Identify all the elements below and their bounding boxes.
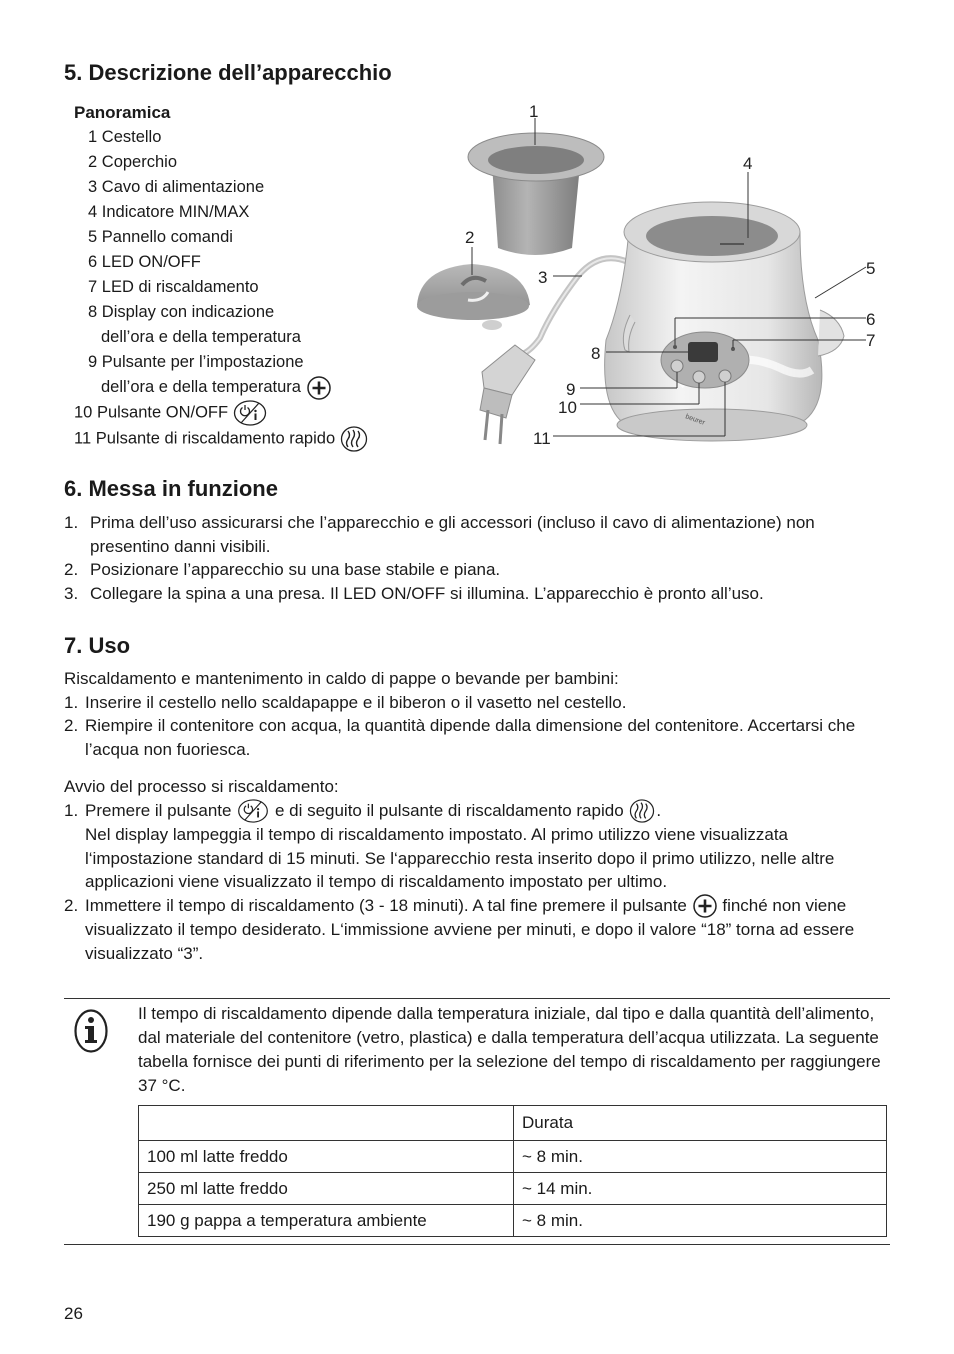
table-row bbox=[139, 1141, 887, 1173]
note-text: Il tempo di riscaldamento dipende dalla temperatura iniziale, dal tipo e dalla quantità dell’alimento, dal materiale del contenitore (vetro, plastica) e dalla temperatura dell’acqua utilizzata. La seguente tabella fornisce dei punti di riferimento per la selezione del tempo di riscaldamento per raggiungere 37 °C. bbox=[138, 1004, 881, 1095]
overview-item-2: 2 Coperchio bbox=[88, 153, 177, 171]
table-cell: ~ 8 min. bbox=[514, 1205, 887, 1237]
list-item: 2. Posizionare l’apparecchio su una base stabile e piana. bbox=[64, 560, 501, 579]
divider bbox=[64, 998, 890, 999]
table-row bbox=[139, 1173, 887, 1205]
rapid-heat-icon bbox=[340, 426, 368, 452]
callout-5: 5 bbox=[866, 259, 876, 278]
plus-icon bbox=[692, 894, 718, 918]
section-7-title: 7. Uso bbox=[64, 633, 131, 658]
overview-item-10: 10 Pulsante ON/OFF bbox=[74, 400, 368, 426]
table-cell: 250 ml latte freddo bbox=[139, 1173, 514, 1205]
step-1-detail: Nel display lampeggia il tempo di riscaldamento impostato. Al primo utilizzo viene visualizzata l‘impostazione standard di 15 minuti. Se l‘apparecchio resta inserito dopo il primo utilizzo, nelle altre applicazioni viene visualizzato il tempo di riscaldamento impostato per ultimo. bbox=[85, 825, 835, 892]
table-row bbox=[139, 1106, 887, 1141]
table-cell bbox=[139, 1106, 514, 1141]
section-5-title: 5. Descrizione dell’apparecchio bbox=[64, 60, 392, 85]
rapid-heat-icon bbox=[628, 799, 656, 823]
overview-item-7: 7 LED di riscaldamento bbox=[88, 278, 259, 296]
basket bbox=[468, 133, 604, 255]
start-heading: Avvio del processo si riscaldamento: bbox=[64, 777, 339, 796]
info-icon bbox=[74, 1008, 108, 1054]
list-item: 2. Riempire il contenitore con acqua, la quantità dipende dalla dimensione del contenitore. Accertarsi che l’acqua non fuoriesca. bbox=[64, 716, 856, 759]
list-item: 3. Collegare la spina a una presa. Il LED ON/OFF si illumina. L’apparecchio è pronto all’uso. bbox=[64, 583, 764, 603]
overview-item-8-cont: dell’ora e della temperatura bbox=[101, 328, 301, 346]
callout-1: 1 bbox=[529, 102, 539, 121]
list-item: 1. Premere il pulsante e di seguito il pulsante di riscaldamento rapido . Nel display lampeggia il tempo di riscaldamento impostato. Al primo utilizzo viene visualizzata l‘impostazione standard di 15 minuti. Se l‘apparecchio resta inserito dopo il primo utilizzo, nelle altre applicazioni viene visualizzato il tempo di riscaldamento impostato per ultimo. bbox=[64, 799, 869, 894]
power-info-icon bbox=[236, 799, 270, 823]
callout-6: 6 bbox=[866, 310, 876, 329]
table-cell: ~ 14 min. bbox=[514, 1173, 887, 1205]
brand-logo: beurer bbox=[684, 413, 706, 427]
section-6-steps bbox=[64, 511, 894, 605]
overview-item-9-cont: dell’ora e della temperatura bbox=[74, 375, 368, 400]
list-item: 1. Prima dell’uso assicurarsi che l’apparecchio e gli accessori (incluso il cavo di alimentazione) non presentino danni visibili. bbox=[64, 513, 815, 556]
list-item: 2. Immettere il tempo di riscaldamento (3 - 18 minuti). A tal fine premere il pulsante finché non viene visualizzato il tempo desiderato. L‘immissione avviene per minuti, e dopo il valore “18” torna ad essere visualizzato “3”. bbox=[64, 895, 855, 963]
overview-item-9: 9 Pulsante per l’impostazione bbox=[88, 353, 304, 371]
callout-9: 9 bbox=[566, 380, 576, 399]
callout-10: 10 bbox=[558, 398, 577, 417]
callout-3: 3 bbox=[538, 268, 548, 287]
table-cell: Durata bbox=[514, 1106, 887, 1141]
heating-time-table bbox=[138, 1105, 887, 1237]
callout-7: 7 bbox=[866, 331, 876, 350]
section-7-start bbox=[64, 775, 869, 965]
overview-item-5: 5 Pannello comandi bbox=[88, 228, 233, 246]
table-cell: 100 ml latte freddo bbox=[139, 1141, 514, 1173]
overview-item-6: 6 LED ON/OFF bbox=[88, 253, 201, 271]
plus-icon bbox=[306, 376, 332, 400]
overview-list bbox=[74, 100, 368, 452]
table-cell: 190 g pappa a temperatura ambiente bbox=[139, 1205, 514, 1237]
intro-text: Riscaldamento e mantenimento in caldo di pappe o bevande per bambini: bbox=[64, 669, 619, 688]
page-number: 26 bbox=[64, 1304, 83, 1323]
overview-heading: Panoramica bbox=[74, 103, 171, 122]
overview-item-8: 8 Display con indicazione bbox=[88, 303, 275, 321]
table-row bbox=[139, 1205, 887, 1237]
overview-item-4: 4 Indicatore MIN/MAX bbox=[88, 203, 250, 221]
divider bbox=[64, 1244, 890, 1245]
callout-8: 8 bbox=[591, 344, 601, 363]
table-cell: ~ 8 min. bbox=[514, 1141, 887, 1173]
warmer-body bbox=[605, 202, 844, 441]
overview-item-11: 11 Pulsante di riscaldamento rapido bbox=[74, 426, 368, 452]
power-info-icon bbox=[233, 400, 267, 426]
section-6-title: 6. Messa in funzione bbox=[64, 476, 278, 501]
callout-11: 11 bbox=[533, 429, 551, 448]
callout-2: 2 bbox=[465, 228, 475, 247]
list-item: 1. Inserire il cestello nello scaldapappe e il biberon o il vasetto nel cestello. bbox=[64, 692, 627, 712]
overview-item-3: 3 Cavo di alimentazione bbox=[88, 178, 265, 196]
overview-item-1: 1 Cestello bbox=[88, 128, 162, 146]
callout-4: 4 bbox=[743, 154, 753, 173]
section-7-intro bbox=[64, 667, 894, 761]
product-illustration bbox=[400, 95, 900, 455]
lid bbox=[417, 264, 530, 330]
